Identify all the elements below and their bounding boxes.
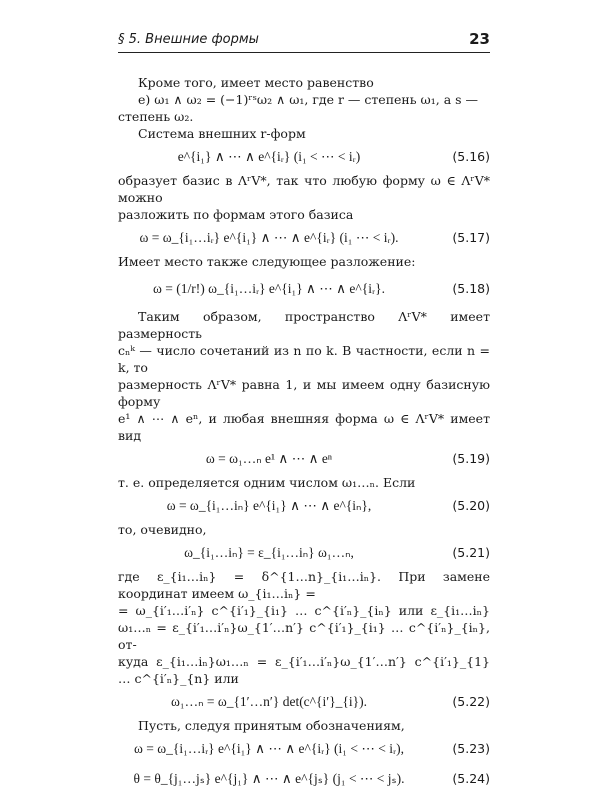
paragraph: степень ω₂. — [118, 109, 194, 124]
paragraph: образует базис в ΛʳV*, так что любую форму ω ∈ ΛʳV* можно — [118, 173, 490, 205]
equation-5-23 — [118, 734, 490, 764]
paragraph: размерность ΛʳV* равна 1, и мы имеем одну базисную форму — [118, 377, 490, 409]
running-head — [118, 30, 490, 53]
equation-number: (5.19) — [452, 451, 490, 466]
paragraph: cₙᵏ — число сочетаний из n по k. В частности, если n = k, то — [118, 343, 490, 375]
equation-5-22 — [118, 687, 490, 717]
equation-5-21 — [118, 538, 490, 568]
paragraph: Система внешних r-форм — [138, 126, 306, 141]
paragraph: Кроме того, имеет место равенство — [138, 75, 374, 90]
paragraph: разложить по формам этого базиса — [118, 207, 354, 222]
equation-formula: ω = ω₁…ₙ e¹ ∧ ⋯ ∧ eⁿ — [205, 451, 333, 466]
equation-formula: ω = (1/r!) ω_{i₁…iᵣ} e^{i₁} ∧ ⋯ ∧ e^{iᵣ}. — [153, 281, 385, 296]
equation-number: (5.21) — [452, 545, 490, 560]
section-title: § 5. Внешние формы — [118, 32, 259, 47]
equation-number: (5.23) — [452, 741, 490, 756]
equation-5-19 — [118, 444, 490, 474]
equation-number: (5.20) — [452, 498, 490, 513]
equation-formula: ω = ω_{i₁…iᵣ} e^{i₁} ∧ ⋯ ∧ e^{iᵣ} (i₁ < ⋯ < iᵣ), — [134, 741, 404, 756]
page-number: 23 — [469, 30, 490, 48]
equation-number: (5.24) — [452, 771, 490, 786]
paragraph: Таким образом, пространство ΛʳV* имеет размерность — [118, 309, 490, 341]
paragraph: т. е. определяется одним числом ω₁…ₙ. Если — [118, 475, 416, 490]
paragraph: куда ε_{i₁…iₙ}ω₁…ₙ = ε_{i′₁…i′ₙ}ω_{1′…n′} c^{i′₁}_{1} … c^{i′ₙ}_{n} или — [118, 654, 490, 686]
equation-formula: ω₁…ₙ = ω_{1′…n′} det(c^{i′}_{i}). — [170, 694, 368, 709]
equation-number: (5.18) — [452, 281, 490, 296]
paragraph: где ε_{i₁…iₙ} = δ^{1…n}_{i₁…iₙ}. При замене координат имеем ω_{i₁…iₙ} = — [118, 569, 490, 601]
paragraph: = ω_{i′₁…i′ₙ} c^{i′₁}_{i₁} … c^{i′ₙ}_{iₙ} или ε_{i₁…iₙ}ω₁…ₙ = ε_{i′₁…i′ₙ}ω_{1′…n′} c^{i′₁}_{i₁} … c^{i′ₙ}_{iₙ}, от- — [118, 603, 490, 652]
paragraph: то, очевидно, — [118, 522, 207, 537]
paragraph: е) ω₁ ∧ ω₂ = (−1)ʳˢω₂ ∧ ω₁, где r — степень ω₁, а s — — [138, 92, 479, 107]
equation-5-20 — [118, 491, 490, 521]
equation-5-16 — [118, 142, 490, 172]
equation-formula: e^{i₁} ∧ ⋯ ∧ e^{iᵣ} (i₁ < ⋯ < iᵣ) — [177, 149, 361, 164]
equation-5-17 — [118, 223, 490, 253]
equation-formula: ω = ω_{i₁…iᵣ} e^{i₁} ∧ ⋯ ∧ e^{iᵣ} (i₁ ⋯ < iᵣ). — [139, 230, 399, 245]
equation-number: (5.17) — [452, 230, 490, 245]
equation-number: (5.16) — [452, 149, 490, 164]
paragraph: Имеет место также следующее разложение: — [118, 254, 416, 269]
main-text — [118, 74, 490, 794]
equation-formula: ω = ω_{i₁…iₙ} e^{i₁} ∧ ⋯ ∧ e^{iₙ}, — [166, 498, 372, 513]
equation-5-18 — [118, 270, 490, 308]
equation-number: (5.22) — [452, 694, 490, 709]
equation-formula: ω_{i₁…iₙ} = ε_{i₁…iₙ} ω₁…ₙ, — [184, 545, 354, 560]
paragraph: e¹ ∧ ⋯ ∧ eⁿ, и любая внешняя форма ω ∈ ΛʳV* имеет вид — [118, 411, 490, 443]
equation-formula: θ = θ_{j₁…jₛ} e^{j₁} ∧ ⋯ ∧ e^{jₛ} (j₁ < ⋯ < jₛ). — [133, 771, 405, 786]
equation-5-24 — [118, 764, 490, 794]
paragraph: Пусть, следуя принятым обозначениям, — [138, 718, 405, 733]
